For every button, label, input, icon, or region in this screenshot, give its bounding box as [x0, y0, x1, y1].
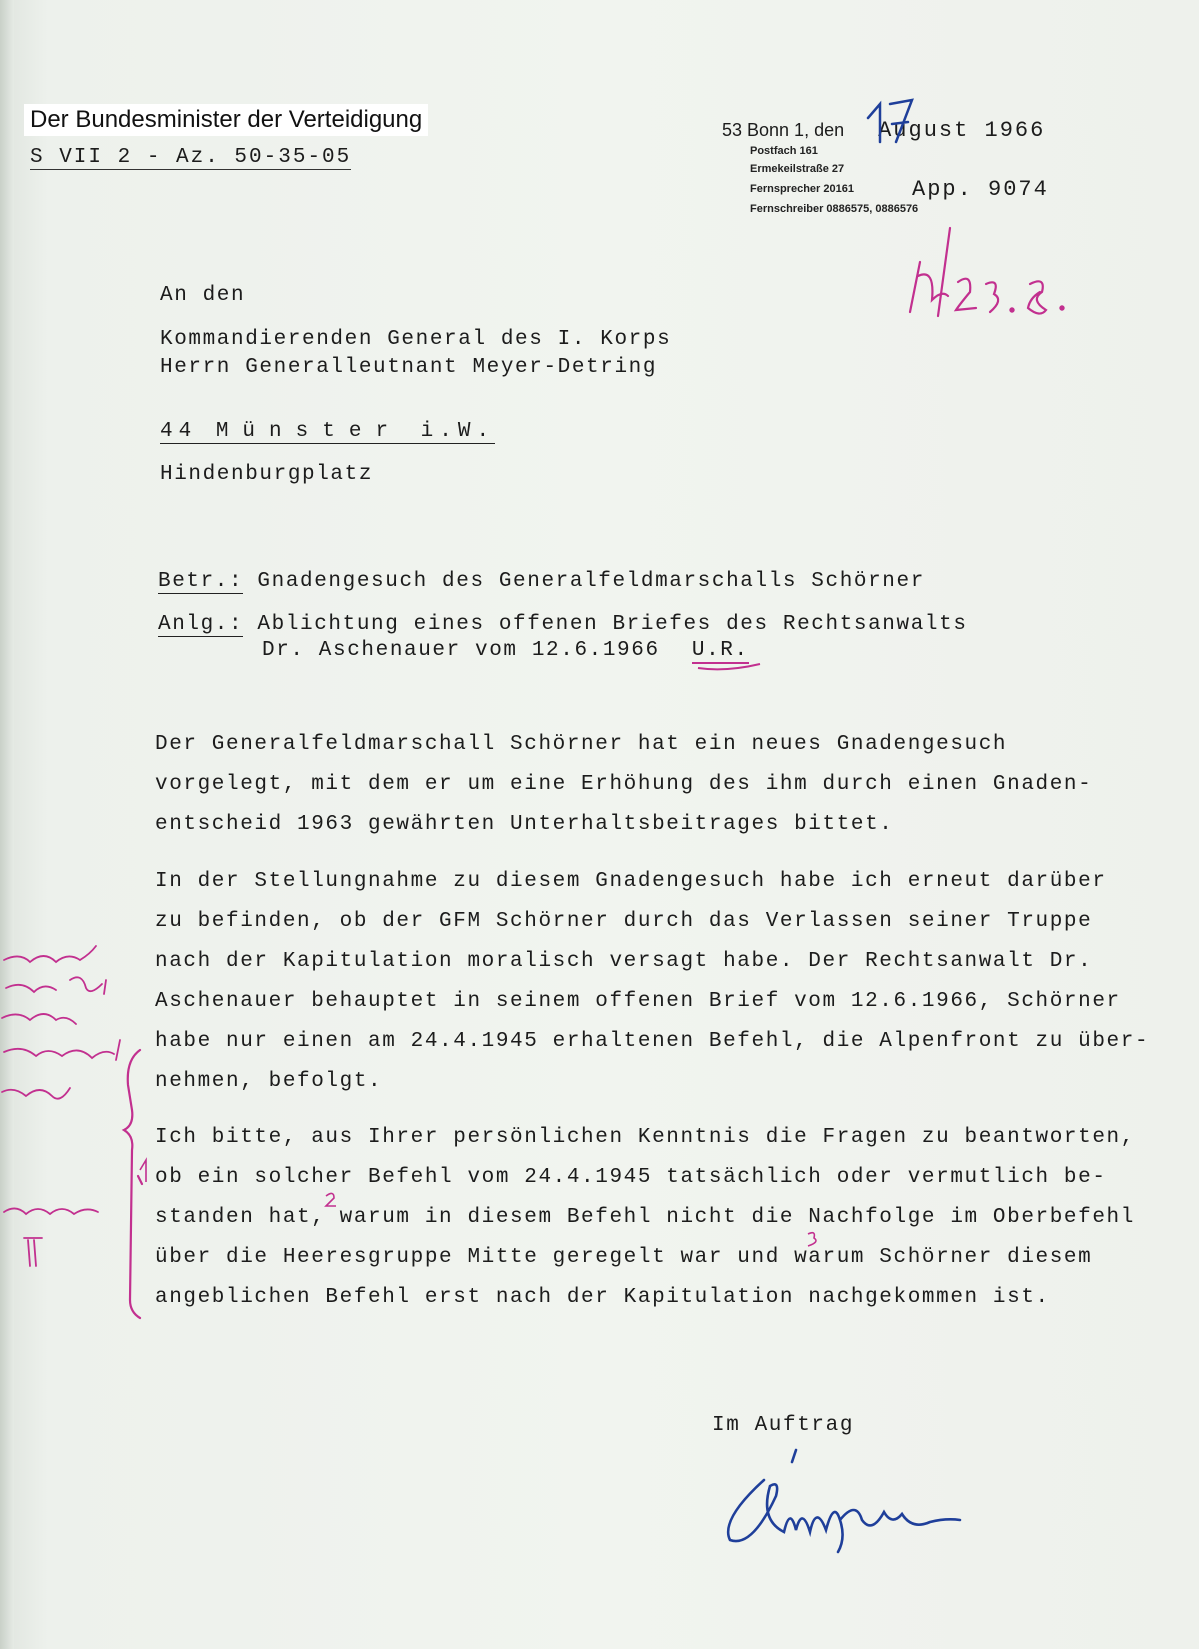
signature [728, 1450, 960, 1552]
paragraph-line: zu befinden, ob der GFM Schörner durch das Verlassen seiner Truppe [155, 910, 1093, 933]
paragraph-line: über die Heeresgruppe Mitte geregelt war und warum Schörner diesem [155, 1246, 1093, 1269]
paragraph-line: standen hat, warum in diesem Befehl nicht die Nachfolge im Oberbefehl [155, 1206, 1135, 1229]
city-name: Münster [215, 420, 403, 443]
recipient-line-3: Herrn Generalleutnant Meyer-Detring [160, 356, 658, 379]
paragraph-line: Der Generalfeldmarschall Schörner hat ein neues Gnadengesuch [155, 733, 1008, 756]
ministry-letterhead: Der Bundesminister der Verteidigung [24, 104, 428, 136]
place: 53 Bonn 1, den [722, 120, 845, 140]
anlg-mark: U.R. [691, 639, 749, 662]
postcode: 44 [160, 420, 198, 443]
extension: App. 9074 [912, 177, 1049, 202]
postfach: Postfach 161 [750, 145, 818, 157]
anlg-text-2: Dr. Aschenauer vom 12.6.1966 [262, 639, 660, 662]
recipient-line-1: An den [160, 284, 246, 307]
paragraph-line: Aschenauer behauptet in seinem offenen Brief vom 12.6.1966, Schörner [155, 990, 1121, 1013]
reference-number: S VII 2 - Az. 50-35-05 [30, 146, 352, 169]
betr-label: Betr.: [158, 570, 244, 593]
street-address: Ermekeilstraße 27 [750, 163, 845, 175]
margin-brace [124, 1050, 142, 1318]
paragraph-line: entscheid 1963 gewährten Unterhaltsbeitrages bittet. [155, 813, 894, 836]
handwritten-date-mark [868, 100, 912, 142]
closing-formula: Im Auftrag [712, 1414, 855, 1437]
enumeration-marks [140, 1160, 816, 1246]
recipient-street: Hindenburgplatz [160, 463, 374, 486]
date: August 1966 [878, 118, 1046, 143]
anlg-text-1: Ablichtung eines offenen Briefes des Rechtsanwalts [257, 613, 968, 636]
ur-underline [698, 664, 760, 669]
paragraph-line: vorgelegt, mit dem er um eine Erhöhung des ihm durch einen Gnaden- [155, 773, 1093, 796]
paragraph-line: angeblichen Befehl erst nach der Kapitulation nachgekommen ist. [155, 1286, 1050, 1309]
city-suffix: i.W. [420, 420, 496, 443]
paragraph-line: In der Stellungnahme zu diesem Gnadengesuch habe ich erneut darüber [155, 870, 1107, 893]
paragraph-line: Ich bitte, aus Ihrer persönlichen Kenntnis die Fragen zu beantworten, [155, 1126, 1135, 1149]
margin-scribbles [2, 946, 120, 1266]
paragraph-line: habe nur einen am 24.4.1945 erhaltenen Befehl, die Alpenfront zu über- [155, 1030, 1150, 1053]
initials-mark [910, 228, 1064, 316]
telex: Fernschreiber 0886575, 0886576 [750, 203, 919, 215]
phone: Fernsprecher 20161 [750, 183, 854, 195]
recipient-line-2: Kommandierenden General des I. Korps [160, 328, 672, 351]
paragraph-line: nach der Kapitulation moralisch versagt habe. Der Rechtsanwalt Dr. [155, 950, 1093, 973]
anlg-label: Anlg.: [158, 613, 244, 636]
paragraph-line: ob ein solcher Befehl vom 24.4.1945 tatsächlich oder vermutlich be- [155, 1166, 1107, 1189]
paragraph-line: nehmen, befolgt. [155, 1070, 383, 1093]
betr-text: Gnadengesuch des Generalfeldmarschalls Schörner [257, 570, 925, 593]
